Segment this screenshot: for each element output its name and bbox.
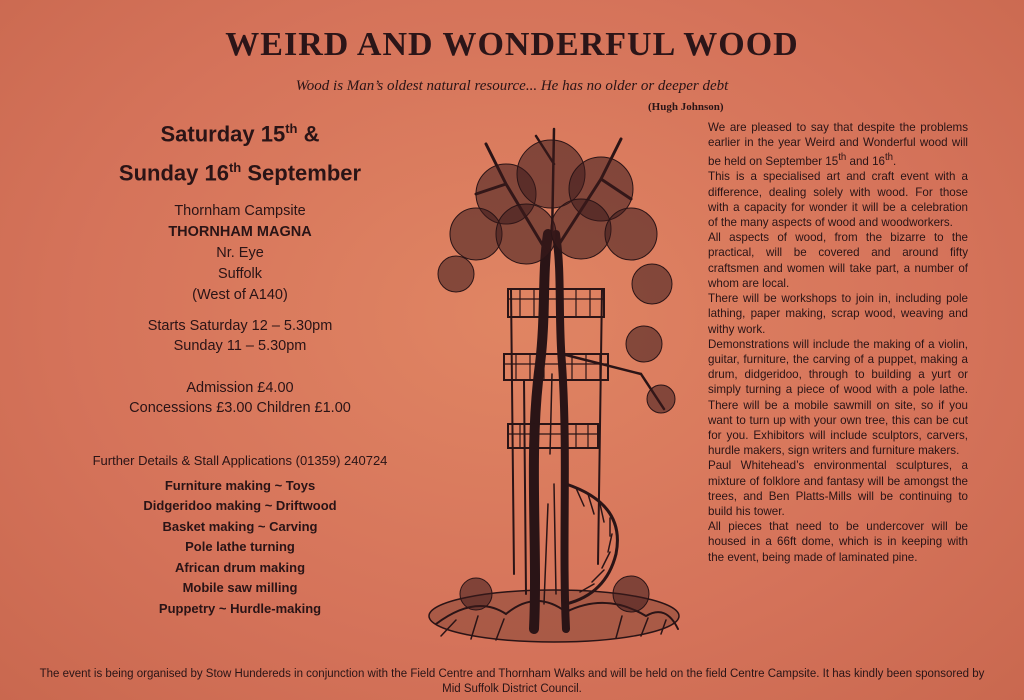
date-text: & — [297, 121, 320, 147]
activities-list — [50, 476, 430, 620]
date-text: Sunday 16 — [118, 160, 229, 186]
poster-title: WEIRD AND WONDERFUL WOOD — [225, 26, 799, 63]
opening-times — [50, 316, 430, 356]
paragraph-text: and 16 — [846, 155, 885, 169]
date-suffix: th — [285, 121, 298, 136]
description-paragraph: All pieces that need to be undercover will be housed in a 66ft dome, which is in keeping with the event, being made of laminated pine. — [708, 520, 968, 564]
list-item: Pole lathe turning — [185, 539, 295, 555]
description-paragraph: All aspects of wood, from the bizarre to the practical, will be covered and around fifty craftsmen and women will take part, a number of whom are local. — [708, 231, 968, 290]
date-line-saturday — [50, 112, 430, 151]
venue-address — [50, 201, 430, 306]
date-suffix: th — [838, 152, 847, 164]
list-item: Puppetry ~ Hurdle-making — [158, 600, 322, 616]
description-paragraph: This is a specialised art and craft event with a difference, dealing solely with wood. For those with a capacity for wonder it will be a celebration of the many aspects of wood and woodworkers. — [708, 170, 968, 230]
date-text: September — [241, 160, 362, 186]
venue-village: THORNHAM MAGNA — [168, 223, 312, 240]
venue-near: Nr. Eye — [216, 244, 264, 261]
date-suffix: th — [228, 160, 242, 176]
venue-road: (West of A140) — [192, 286, 288, 303]
event-info-column — [50, 112, 430, 619]
description-paragraph: There will be workshops to join in, including pole lathing, paper making, scrap wood, weaving and withy work. — [708, 292, 968, 336]
list-item: Didgeridoo making ~ Driftwood — [143, 498, 337, 514]
quote: Wood is Man’s oldest natural resource... He has no older or deeper debt — [295, 78, 729, 94]
event-description — [708, 120, 968, 565]
admission-concessions: Concessions £3.00 Children £1.00 — [129, 399, 351, 416]
date-suffix: th — [884, 152, 894, 164]
time-saturday: Starts Saturday 12 – 5.30pm — [147, 317, 333, 334]
event-dates — [50, 112, 430, 191]
admission-prices — [50, 378, 430, 418]
quote-attribution: (Hugh Johnson) — [648, 101, 724, 113]
time-sunday: Sunday 11 – 5.30pm — [173, 337, 307, 354]
treehouse-illustration — [416, 124, 692, 650]
list-item: Mobile saw milling — [182, 580, 298, 596]
admission-main: Admission £4.00 — [186, 379, 294, 396]
list-item: Basket making ~ Carving — [162, 518, 318, 534]
venue-campsite: Thornham Campsite — [174, 202, 306, 219]
paragraph-text: . — [893, 155, 897, 169]
date-text: Saturday 15 — [160, 121, 286, 147]
further-details: Further Details & Stall Applications (01359) 240724 — [92, 452, 388, 468]
list-item: African drum making — [174, 559, 306, 575]
venue-county: Suffolk — [217, 265, 263, 282]
footer-note: The event is being organised by Stow Hundereds in conjunction with the Field Centre and Thornham Walks and will be held on the field Centre Campsite. It has kindly been sponsored by Mid Suffolk District Council. — [39, 668, 985, 695]
date-line-sunday — [50, 151, 430, 190]
list-item: Furniture making ~ Toys — [164, 477, 316, 493]
description-paragraph: Paul Whitehead’s environmental sculptures, a mixture of folklore and fantasy will be amongst the trees, and Ben Platts-Mills will be continuing to build his tower. — [708, 459, 968, 518]
description-paragraph: Demonstrations will include the making of a violin, guitar, furniture, the carving of a puppet, making a drum, didgeridoo, through to building a yurt or simply turning a piece of wood with a pole lathe. There will be a mobile sawmill on site, so if you want to turn up with your own tree, this can be cut for you. Exhibitors will include sculptors, carvers, hurdle makers, sign writers and furniture makers. — [708, 337, 968, 458]
paragraph-text: We are pleased to say that despite the problems earlier in the year Weird and Wonderful wood will be held on September 15 — [708, 121, 968, 169]
description-paragraph — [708, 120, 968, 169]
